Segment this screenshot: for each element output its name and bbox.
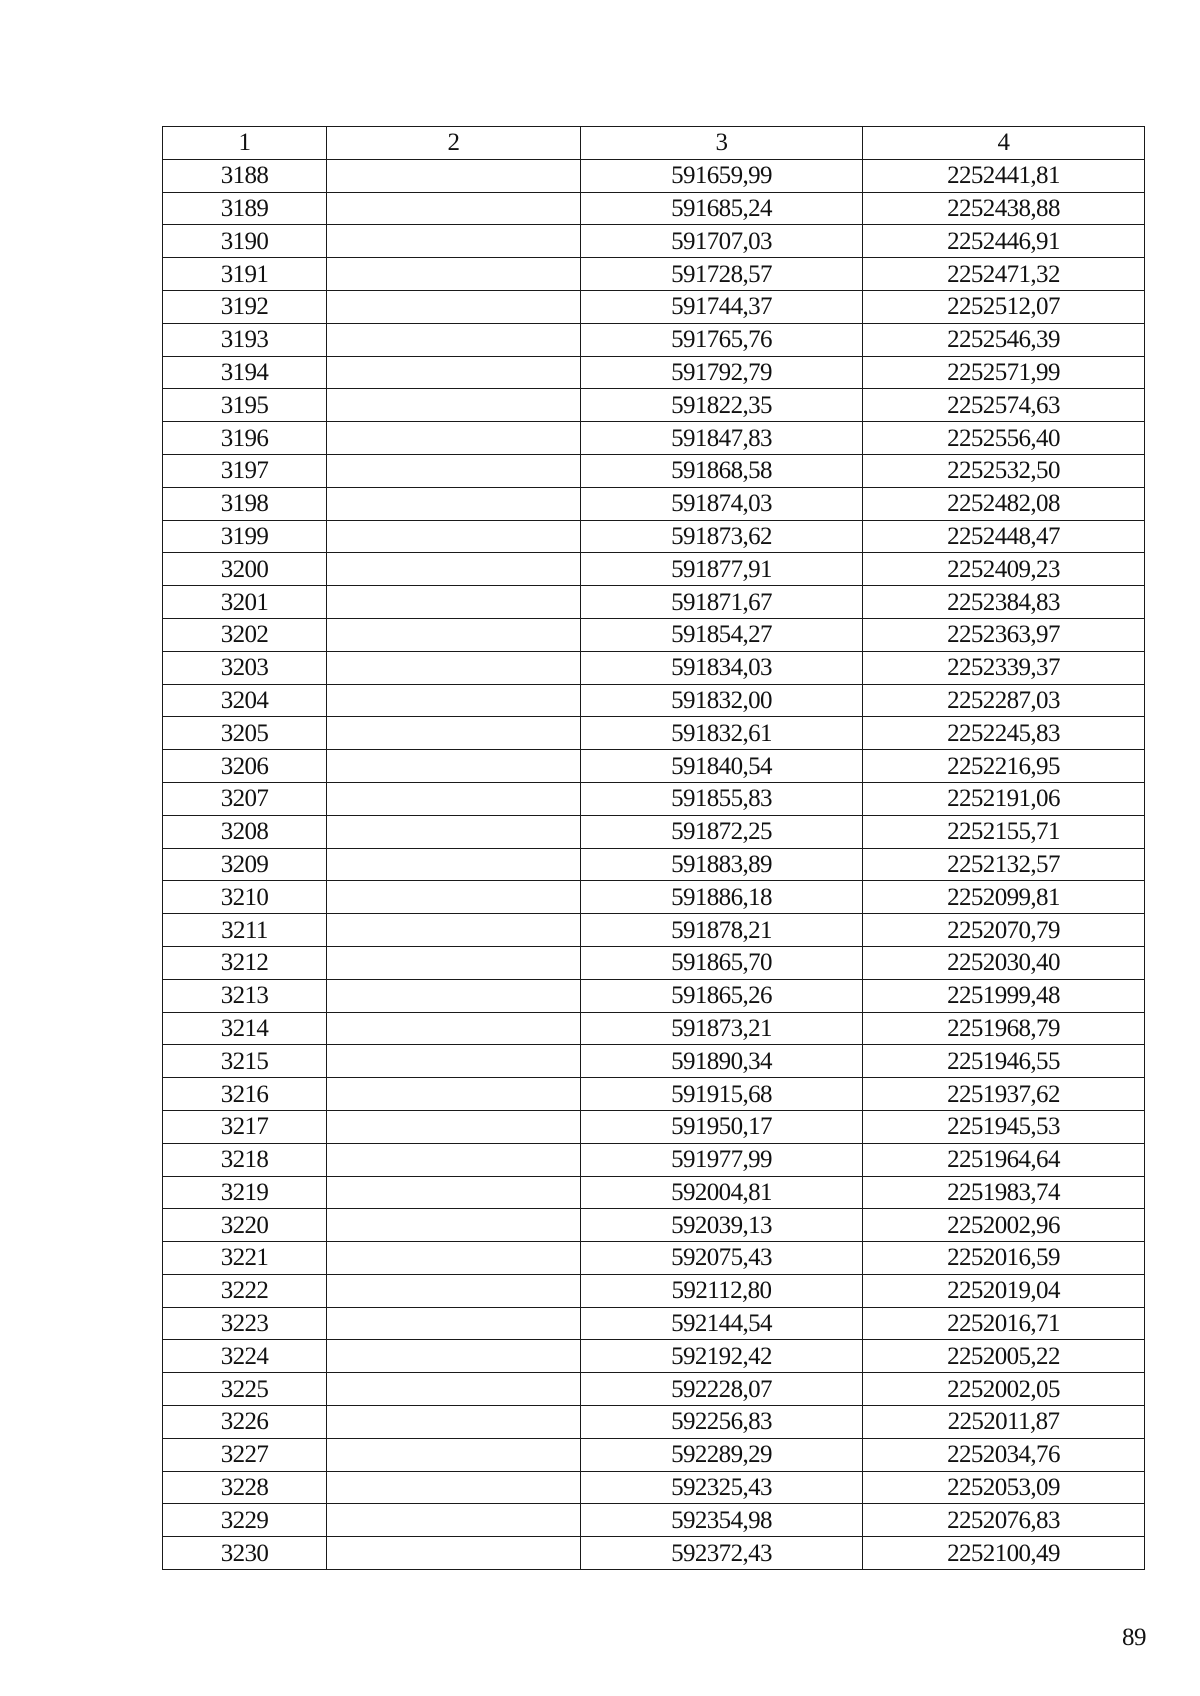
empty-cell [327,356,581,389]
point-number-cell: 3197 [163,454,327,487]
point-number-cell: 3226 [163,1406,327,1439]
x-coordinate-cell: 592004,81 [581,1176,863,1209]
empty-cell [327,1110,581,1143]
y-coordinate-cell: 2252532,50 [863,454,1145,487]
x-coordinate-cell: 591977,99 [581,1143,863,1176]
y-coordinate-cell: 2252155,71 [863,815,1145,848]
table-row [163,586,1145,619]
y-coordinate-cell: 2252076,83 [863,1504,1145,1537]
empty-cell [327,422,581,455]
x-coordinate-cell: 592289,29 [581,1438,863,1471]
point-number-cell: 3212 [163,946,327,979]
x-coordinate-cell: 591685,24 [581,192,863,225]
y-coordinate-cell: 2252132,57 [863,848,1145,881]
empty-cell [327,1537,581,1570]
point-number-cell: 3206 [163,750,327,783]
y-coordinate-cell: 2252512,07 [863,290,1145,323]
y-coordinate-cell: 2252448,47 [863,520,1145,553]
x-coordinate-cell: 592039,13 [581,1209,863,1242]
y-coordinate-cell: 2252191,06 [863,782,1145,815]
empty-cell [327,1307,581,1340]
point-number-cell: 3208 [163,815,327,848]
point-number-cell: 3215 [163,1045,327,1078]
point-number-cell: 3205 [163,717,327,750]
empty-cell [327,1274,581,1307]
point-number-cell: 3224 [163,1340,327,1373]
y-coordinate-cell: 2251945,53 [863,1110,1145,1143]
x-coordinate-cell: 591883,89 [581,848,863,881]
point-number-cell: 3219 [163,1176,327,1209]
x-coordinate-cell: 591915,68 [581,1078,863,1111]
empty-cell [327,979,581,1012]
x-coordinate-cell: 591877,91 [581,553,863,586]
point-number-cell: 3217 [163,1110,327,1143]
empty-cell [327,1045,581,1078]
table-row [163,815,1145,848]
point-number-cell: 3196 [163,422,327,455]
x-coordinate-cell: 592112,80 [581,1274,863,1307]
y-coordinate-cell: 2252363,97 [863,618,1145,651]
empty-cell [327,1176,581,1209]
table-row [163,881,1145,914]
x-coordinate-cell: 591707,03 [581,225,863,258]
point-number-cell: 3202 [163,618,327,651]
table-row [163,1143,1145,1176]
empty-cell [327,159,581,192]
point-number-cell: 3225 [163,1373,327,1406]
x-coordinate-cell: 591950,17 [581,1110,863,1143]
empty-cell [327,750,581,783]
x-coordinate-cell: 592325,43 [581,1471,863,1504]
x-coordinate-cell: 591834,03 [581,651,863,684]
table-row [163,1537,1145,1570]
y-coordinate-cell: 2252016,59 [863,1242,1145,1275]
y-coordinate-cell: 2252016,71 [863,1307,1145,1340]
y-coordinate-cell: 2252482,08 [863,487,1145,520]
point-number-cell: 3195 [163,389,327,422]
x-coordinate-cell: 591792,79 [581,356,863,389]
y-coordinate-cell: 2252070,79 [863,914,1145,947]
empty-cell [327,1143,581,1176]
point-number-cell: 3218 [163,1143,327,1176]
page-number: 89 [1122,1624,1146,1651]
table-row [163,1373,1145,1406]
column-header-2: 2 [327,127,581,160]
column-header-1: 1 [163,127,327,160]
empty-cell [327,586,581,619]
point-number-cell: 3221 [163,1242,327,1275]
point-number-cell: 3191 [163,258,327,291]
x-coordinate-cell: 591832,00 [581,684,863,717]
y-coordinate-cell: 2251999,48 [863,979,1145,1012]
empty-cell [327,914,581,947]
table-row [163,848,1145,881]
empty-cell [327,1209,581,1242]
y-coordinate-cell: 2252556,40 [863,422,1145,455]
y-coordinate-cell: 2252002,05 [863,1373,1145,1406]
table-row [163,618,1145,651]
table-row [163,1012,1145,1045]
empty-cell [327,192,581,225]
point-number-cell: 3192 [163,290,327,323]
table-row [163,1110,1145,1143]
y-coordinate-cell: 2252441,81 [863,159,1145,192]
table-row [163,422,1145,455]
point-number-cell: 3220 [163,1209,327,1242]
point-number-cell: 3201 [163,586,327,619]
x-coordinate-cell: 591886,18 [581,881,863,914]
x-coordinate-cell: 591890,34 [581,1045,863,1078]
empty-cell [327,1078,581,1111]
empty-cell [327,258,581,291]
x-coordinate-cell: 591874,03 [581,487,863,520]
empty-cell [327,717,581,750]
x-coordinate-cell: 591822,35 [581,389,863,422]
point-number-cell: 3207 [163,782,327,815]
column-header-4: 4 [863,127,1145,160]
y-coordinate-cell: 2252100,49 [863,1537,1145,1570]
empty-cell [327,815,581,848]
table-row [163,159,1145,192]
table-row [163,1078,1145,1111]
point-number-cell: 3222 [163,1274,327,1307]
table-row [163,979,1145,1012]
x-coordinate-cell: 591840,54 [581,750,863,783]
point-number-cell: 3223 [163,1307,327,1340]
x-coordinate-cell: 591865,26 [581,979,863,1012]
header-row [163,127,1145,160]
table-row [163,750,1145,783]
y-coordinate-cell: 2252438,88 [863,192,1145,225]
y-coordinate-cell: 2251946,55 [863,1045,1145,1078]
table-row [163,1340,1145,1373]
point-number-cell: 3200 [163,553,327,586]
table-row [163,1045,1145,1078]
table-row [163,225,1145,258]
y-coordinate-cell: 2252002,96 [863,1209,1145,1242]
table-row [163,782,1145,815]
table-row [163,323,1145,356]
point-number-cell: 3203 [163,651,327,684]
x-coordinate-cell: 592144,54 [581,1307,863,1340]
point-number-cell: 3227 [163,1438,327,1471]
empty-cell [327,323,581,356]
y-coordinate-cell: 2252030,40 [863,946,1145,979]
x-coordinate-cell: 591854,27 [581,618,863,651]
empty-cell [327,487,581,520]
empty-cell [327,782,581,815]
empty-cell [327,454,581,487]
table-row [163,1438,1145,1471]
point-number-cell: 3230 [163,1537,327,1570]
empty-cell [327,1242,581,1275]
empty-cell [327,290,581,323]
x-coordinate-cell: 591878,21 [581,914,863,947]
y-coordinate-cell: 2252287,03 [863,684,1145,717]
coordinates-table [162,126,1145,1570]
x-coordinate-cell: 591873,21 [581,1012,863,1045]
y-coordinate-cell: 2252216,95 [863,750,1145,783]
table-row [163,1209,1145,1242]
x-coordinate-cell: 591728,57 [581,258,863,291]
point-number-cell: 3193 [163,323,327,356]
y-coordinate-cell: 2252339,37 [863,651,1145,684]
table-row [163,454,1145,487]
table-row [163,946,1145,979]
y-coordinate-cell: 2252099,81 [863,881,1145,914]
table-row [163,258,1145,291]
y-coordinate-cell: 2252571,99 [863,356,1145,389]
x-coordinate-cell: 592372,43 [581,1537,863,1570]
y-coordinate-cell: 2252546,39 [863,323,1145,356]
empty-cell [327,881,581,914]
point-number-cell: 3189 [163,192,327,225]
x-coordinate-cell: 591868,58 [581,454,863,487]
point-number-cell: 3199 [163,520,327,553]
empty-cell [327,1504,581,1537]
table-row [163,1242,1145,1275]
table-row [163,1471,1145,1504]
point-number-cell: 3211 [163,914,327,947]
x-coordinate-cell: 591659,99 [581,159,863,192]
x-coordinate-cell: 591847,83 [581,422,863,455]
empty-cell [327,1438,581,1471]
x-coordinate-cell: 591871,67 [581,586,863,619]
point-number-cell: 3188 [163,159,327,192]
y-coordinate-cell: 2252245,83 [863,717,1145,750]
x-coordinate-cell: 592256,83 [581,1406,863,1439]
table-row [163,1307,1145,1340]
table-row [163,684,1145,717]
empty-cell [327,848,581,881]
empty-cell [327,946,581,979]
table-row [163,487,1145,520]
x-coordinate-cell: 591873,62 [581,520,863,553]
table-row [163,389,1145,422]
y-coordinate-cell: 2252574,63 [863,389,1145,422]
y-coordinate-cell: 2252409,23 [863,553,1145,586]
y-coordinate-cell: 2252011,87 [863,1406,1145,1439]
table-row [163,1504,1145,1537]
empty-cell [327,520,581,553]
empty-cell [327,1471,581,1504]
y-coordinate-cell: 2252446,91 [863,225,1145,258]
y-coordinate-cell: 2252034,76 [863,1438,1145,1471]
empty-cell [327,389,581,422]
x-coordinate-cell: 592075,43 [581,1242,863,1275]
y-coordinate-cell: 2252384,83 [863,586,1145,619]
x-coordinate-cell: 591855,83 [581,782,863,815]
point-number-cell: 3190 [163,225,327,258]
point-number-cell: 3213 [163,979,327,1012]
y-coordinate-cell: 2251964,64 [863,1143,1145,1176]
y-coordinate-cell: 2252005,22 [863,1340,1145,1373]
empty-cell [327,1373,581,1406]
point-number-cell: 3198 [163,487,327,520]
y-coordinate-cell: 2251983,74 [863,1176,1145,1209]
x-coordinate-cell: 592354,98 [581,1504,863,1537]
x-coordinate-cell: 591744,37 [581,290,863,323]
table-row [163,192,1145,225]
table-row [163,717,1145,750]
table-row [163,651,1145,684]
y-coordinate-cell: 2252471,32 [863,258,1145,291]
table-row [163,914,1145,947]
empty-cell [327,1340,581,1373]
table-body [163,159,1145,1569]
empty-cell [327,651,581,684]
y-coordinate-cell: 2251968,79 [863,1012,1145,1045]
point-number-cell: 3216 [163,1078,327,1111]
x-coordinate-cell: 592228,07 [581,1373,863,1406]
table-row [163,356,1145,389]
x-coordinate-cell: 591765,76 [581,323,863,356]
empty-cell [327,618,581,651]
y-coordinate-cell: 2252019,04 [863,1274,1145,1307]
point-number-cell: 3214 [163,1012,327,1045]
x-coordinate-cell: 591832,61 [581,717,863,750]
empty-cell [327,553,581,586]
table-row [163,1274,1145,1307]
point-number-cell: 3229 [163,1504,327,1537]
point-number-cell: 3204 [163,684,327,717]
point-number-cell: 3210 [163,881,327,914]
empty-cell [327,1406,581,1439]
x-coordinate-cell: 592192,42 [581,1340,863,1373]
x-coordinate-cell: 591872,25 [581,815,863,848]
point-number-cell: 3209 [163,848,327,881]
empty-cell [327,225,581,258]
empty-cell [327,1012,581,1045]
y-coordinate-cell: 2252053,09 [863,1471,1145,1504]
column-header-3: 3 [581,127,863,160]
table-row [163,1176,1145,1209]
table-row [163,553,1145,586]
x-coordinate-cell: 591865,70 [581,946,863,979]
y-coordinate-cell: 2251937,62 [863,1078,1145,1111]
table-row [163,290,1145,323]
point-number-cell: 3194 [163,356,327,389]
empty-cell [327,684,581,717]
point-number-cell: 3228 [163,1471,327,1504]
table-row [163,1406,1145,1439]
table-row [163,520,1145,553]
